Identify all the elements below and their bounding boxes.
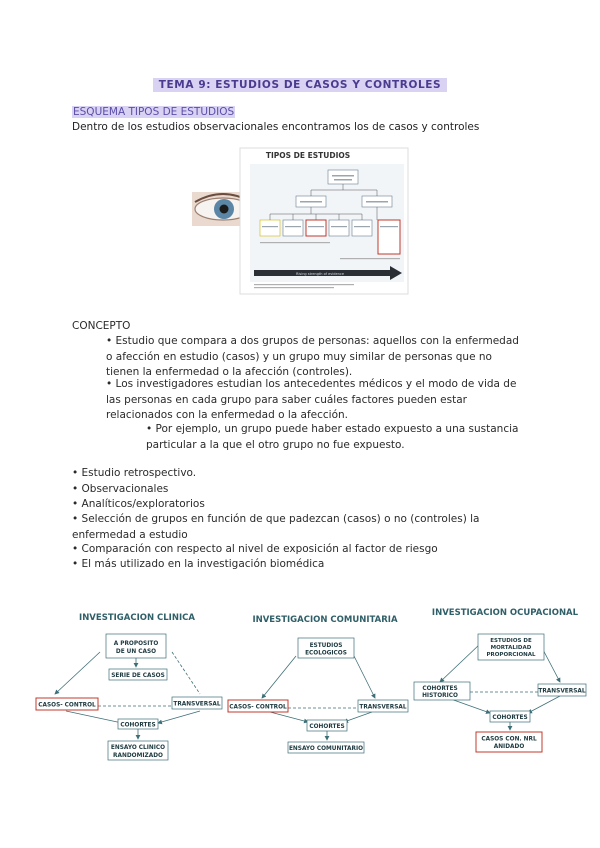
figure-title: TIPOS DE ESTUDIOS [265, 151, 351, 160]
ocupacional-title: INVESTIGACION OCUPACIONAL [431, 608, 579, 618]
svg-text:COHORTES: COHORTES [309, 724, 345, 730]
svg-text:PROPORCIONAL: PROPORCIONAL [486, 652, 536, 658]
node-cohortes [329, 220, 349, 236]
concepto-bullet-1: • Estudio que compara a dos grupos de personas: aquellos con la enfermedad o afección en estudio (casos) y un grupo muy similar de personas que no tienen la enfermedad o la afección (controles). [106, 335, 519, 378]
intro-text: Dentro de los estudios observacionales encontramos los de casos y controles [72, 121, 480, 133]
node-estudio-casos [260, 220, 280, 236]
svg-text:ENSAYO CLINICO: ENSAYO CLINICO [110, 745, 166, 751]
tipos-estudios-figure [190, 146, 410, 296]
node-serie-casos [283, 220, 303, 236]
svg-text:A PROPOSITO: A PROPOSITO [113, 641, 159, 647]
document-title: TEMA 9: ESTUDIOS DE CASOS Y CONTROLES [0, 73, 600, 92]
svg-text:ENSAYO COMUNITARIO: ENSAYO COMUNITARIO [288, 746, 364, 752]
node-transversal [352, 220, 372, 236]
svg-text:ECOLOGICOS: ECOLOGICOS [305, 650, 347, 657]
svg-text:ESTUDIOS DE: ESTUDIOS DE [490, 638, 532, 644]
diagram-comunitaria [228, 615, 408, 753]
svg-text:TRANSVERSAL: TRANSVERSAL [538, 688, 586, 695]
svg-text:TRANSVERSAL: TRANSVERSAL [173, 701, 221, 708]
concepto-heading: CONCEPTO [72, 320, 131, 332]
svg-text:TRANSVERSAL: TRANSVERSAL [359, 704, 407, 711]
svg-text:ANIDADO: ANIDADO [493, 744, 525, 750]
concepto-sub-bullet: • Por ejemplo, un grupo puede haber estado expuesto a una sustancia particular a la que el otro grupo no fue expuesto. [146, 423, 519, 451]
svg-text:CASOS- CONTROL: CASOS- CONTROL [229, 704, 287, 711]
char-item-5: • Comparación con respecto al nivel de exposición al factor de riesgo [72, 543, 438, 555]
svg-text:COHORTES: COHORTES [422, 686, 458, 692]
char-item-3: • Analíticos/exploratorios [72, 498, 205, 510]
concepto-bullet-2: • Los investigadores estudian los antecedentes médicos y el modo de vida de las personas en cada grupo para saber cuáles factores pueden estar relacionados con la enfermedad o la afección. [106, 378, 517, 421]
node-casos-controles [306, 220, 326, 236]
char-item-6: • El más utilizado en la investigación biomédica [72, 558, 325, 570]
evidence-label: Rising strength of evidence [296, 272, 344, 276]
svg-text:ESTUDIOS: ESTUDIOS [309, 643, 343, 649]
clinica-title: INVESTIGACION CLINICA [79, 613, 195, 623]
esquema-heading: ESQUEMA TIPOS DE ESTUDIOS [73, 106, 235, 118]
char-item-1: • Estudio retrospectivo. [72, 467, 197, 479]
node-ensayo [378, 220, 400, 254]
svg-text:COHORTES: COHORTES [120, 722, 156, 729]
svg-text:CASOS CON. NRL: CASOS CON. NRL [481, 736, 537, 743]
svg-text:COHORTES: COHORTES [492, 715, 528, 721]
diagram-clinica [36, 613, 222, 760]
svg-text:SERIE DE CASOS: SERIE DE CASOS [111, 673, 165, 679]
char-item-2: • Observacionales [72, 483, 169, 495]
svg-text:CASOS- CONTROL: CASOS- CONTROL [38, 702, 96, 709]
comunitaria-title: INVESTIGACION COMUNITARIA [252, 615, 398, 625]
svg-text:MORTALIDAD: MORTALIDAD [490, 645, 532, 651]
char-item-4: • Selección de grupos en función de que padezcan (casos) o no (controles) la enfermedad a estudio [72, 513, 480, 541]
svg-text:DE UN CASO: DE UN CASO [115, 649, 157, 655]
diagram-ocupacional [414, 608, 586, 752]
node-investigacion [328, 170, 358, 184]
research-diagrams [0, 596, 600, 776]
svg-text:RANDOMIZADO: RANDOMIZADO [113, 753, 163, 759]
svg-text:HISTORICO: HISTORICO [422, 693, 458, 699]
